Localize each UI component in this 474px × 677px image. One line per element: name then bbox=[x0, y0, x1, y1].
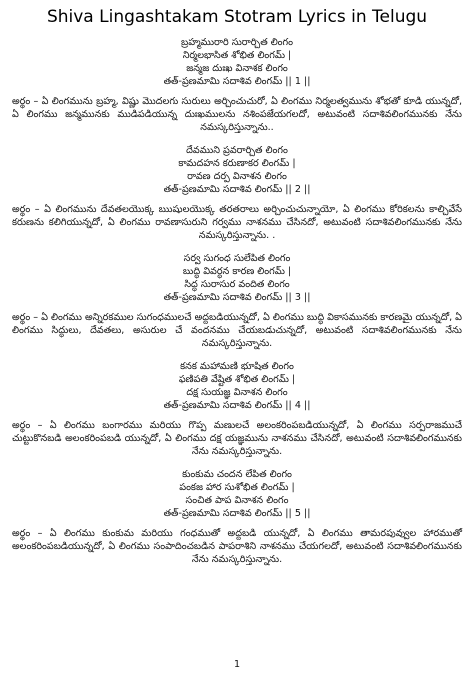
verse-line: కామదహన కరుణాకర లింగమ్ | bbox=[178, 158, 296, 169]
verse-line: ఫణిపతి వేష్టిత శోభిత లింగమ్ | bbox=[178, 374, 296, 385]
verse-1 bbox=[8, 36, 466, 88]
verse-line: రావణ దర్ప వినాశన లింగం bbox=[187, 171, 287, 182]
verse-line: జన్మజ దుఃఖ వినాశక లింగం bbox=[186, 63, 288, 74]
verse-line: తత్-ప్రణమామి సదాశివ లింగమ్ || 4 || bbox=[163, 400, 311, 411]
verse-5 bbox=[8, 468, 466, 520]
verse-line: తత్-ప్రణమామి సదాశివ లింగమ్ || 2 || bbox=[163, 184, 311, 195]
meaning-2: అర్థం – ఏ లింగమును దేవతలయొక్క ఋషులయొక్క తరతరాలు అర్చించుచున్నాయో, ఏ లింగము కోరికలను కాల్చివేసే కరుణను కలిగియున్నదో, ఏ లింగము రావణాసురుని గర్వము నాశనము చేసినదో, అటువంటి సదాశివలింగమునకు నేను నమస్కరిస్తున్నాను. . bbox=[12, 204, 462, 241]
verse-line: కుంకుమ చందన లేపిత లింగం bbox=[182, 469, 292, 480]
verse-line: దేవముని ప్రవరార్చిత లింగం bbox=[186, 145, 288, 156]
verse-line: పంకజ హార సుశోభిత లింగమ్ | bbox=[179, 482, 295, 493]
verse-line: కనక మహామణి భూషిత లింగం bbox=[180, 361, 294, 372]
verse-line: బుద్ధి వివర్ధన కారణ లింగమ్ | bbox=[182, 266, 292, 277]
meaning-1: అర్థం – ఏ లింగమును బ్రహ్మ, విష్ణు మొదలగు సురులు అర్చించుచురో, ఏ లింగము నిర్మలత్వమును శోభతో కూడి యున్నదో, ఏ లింగము జన్మమునకు ముడిపడియున్న దుఃఖములను నశింపజేయగలదో, అటువంటి సదాశివలింగమునకు నేను నమస్కరిస్తున్నాను.. bbox=[12, 96, 462, 133]
page-title: Shiva Lingashtakam Stotram Lyrics in Telugu bbox=[46, 7, 428, 27]
verse-line: తత్-ప్రణమామి సదాశివ లింగమ్ || 5 || bbox=[163, 508, 311, 519]
verse-3 bbox=[8, 252, 466, 304]
meaning-4: అర్థం – ఏ లింగము బంగారము మరియు గొప్ప మణులచే అలంకరింపబడియున్నదో, ఏ లింగము సర్పరాజముచే చుట్టుకొనబడి అలంకరింపబడి యున్నదో, ఏ లింగము దక్ష యజ్ఞమును నాశనము చేసినదో, అటువంటి సదాశివలింగమునకు నేను నమస్కరిస్తున్నాను. bbox=[12, 420, 462, 457]
verse-line: తత్-ప్రణమామి సదాశివ లింగమ్ || 1 || bbox=[163, 76, 311, 87]
verse-line: సర్వ సుగంధ సులేపిత లింగం bbox=[183, 253, 291, 264]
verse-line: తత్-ప్రణమామి సదాశివ లింగమ్ || 3 || bbox=[163, 292, 311, 303]
page-number: 1 bbox=[233, 659, 241, 670]
verse-line: సిద్ధ సురాసుర వందిత లింగం bbox=[184, 279, 290, 290]
verse-4 bbox=[8, 360, 466, 412]
verse-line: నిర్మలభాసిత శోభిత లింగమ్ | bbox=[182, 50, 292, 61]
meaning-3: అర్థం – ఏ లింగము అన్నిరకముల సుగంధములచే అద్దబడియున్నదో, ఏ లింగము బుద్ధి వికాసమునకు కారణమై యున్నదో, ఏ లింగము సిద్ధులు, దేవతలు, అసురుల చే వందనము చేయబడుచున్నదో, అటువంటి సదాశివలింగమునకు నేను నమస్కరిస్తున్నాను. bbox=[12, 312, 462, 349]
verse-line: దక్ష సుయజ్ఞ వినాశన లింగం bbox=[186, 387, 288, 398]
verse-2 bbox=[8, 144, 466, 196]
verse-line: బ్రహ్మమురారి సురార్చిత లింగం bbox=[181, 37, 293, 48]
meaning-5: అర్థం – ఏ లింగము కుంకుమ మరియు గంధముతో అద్దబడి యున్నదో, ఏ లింగము తామరపువ్వుల హారముతో అలంకరింపబడియున్నదో, ఏ లింగము సంపాదించబడిన పాపరాశిని నాశనము చేయగలదో, అటువంటి సదాశివలింగమునకు నేను నమస్కరిస్తున్నాను. bbox=[12, 528, 462, 565]
verse-line: సంచిత పాప వినాశన లింగం bbox=[185, 495, 289, 506]
